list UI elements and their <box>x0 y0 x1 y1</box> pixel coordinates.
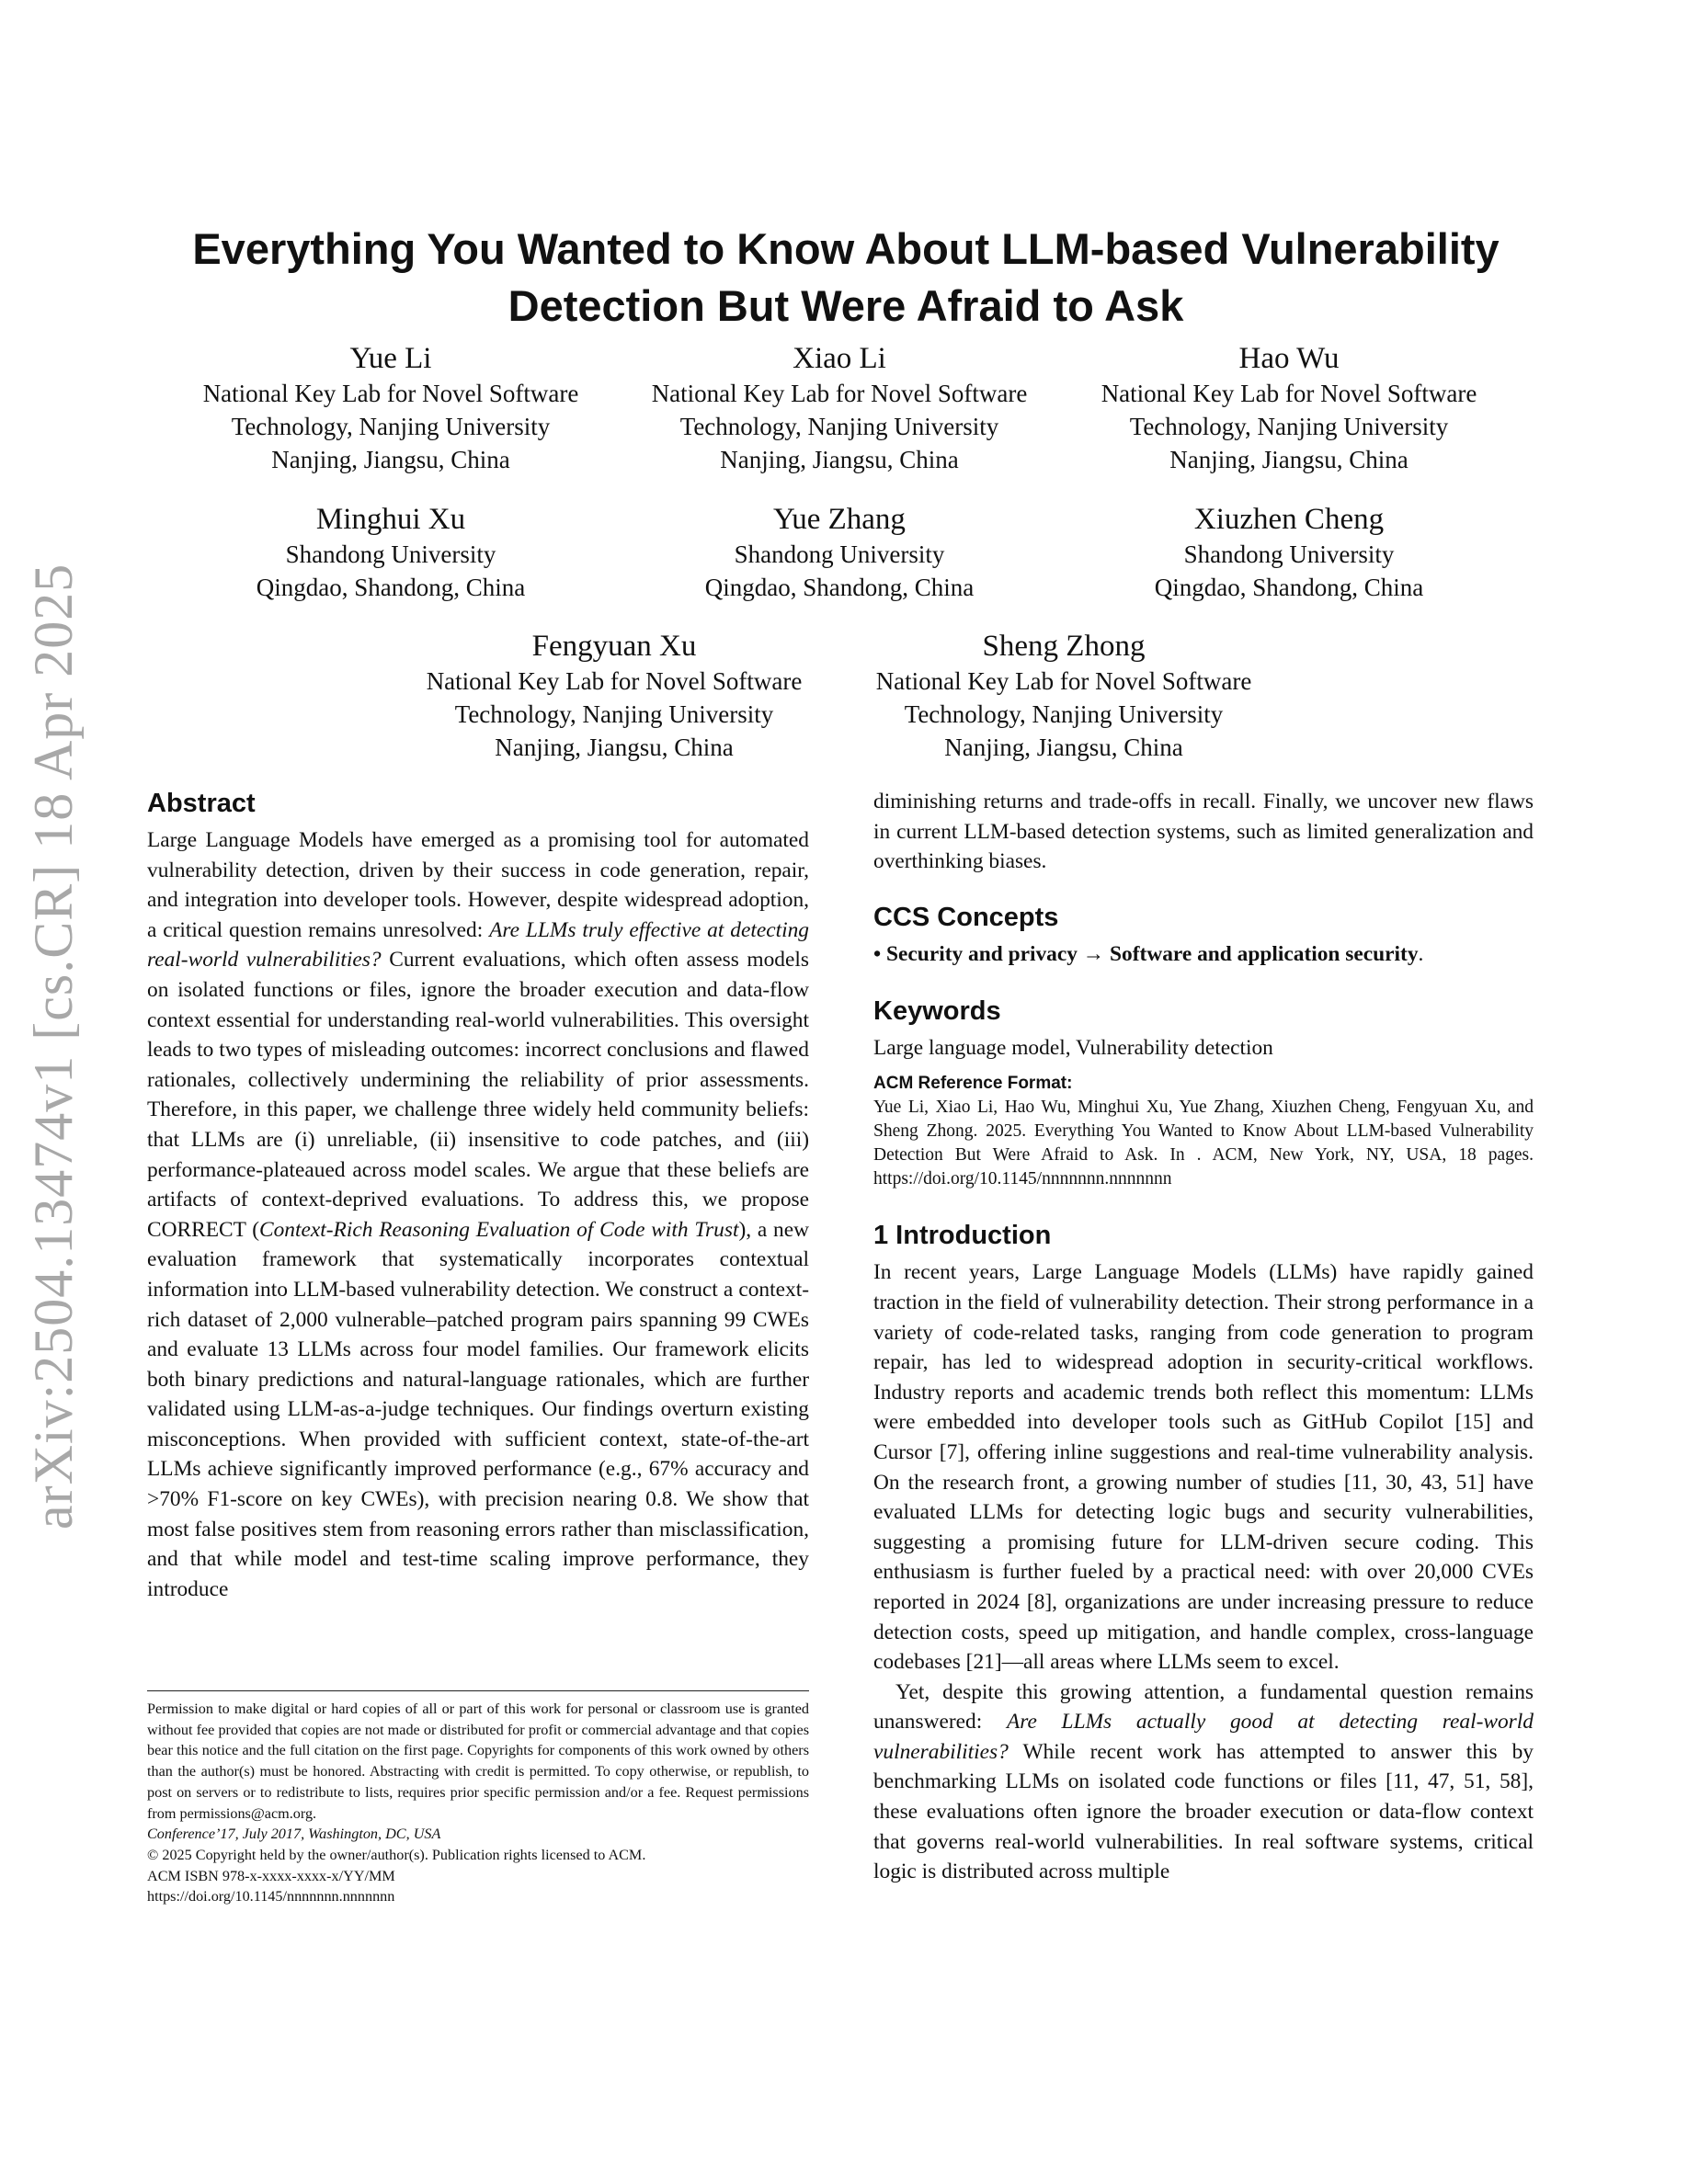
author-affiliation: National Key Lab for Novel Software <box>426 667 803 695</box>
author-block-2 <box>628 340 1051 476</box>
abstract-part: Current evaluations, which often assess models on isolated functions or files, ignore the broader execution and data-flow context essential for understanding real-world vulnerabilities. This oversight leads to two types of misleading outcomes: incorrect conclusions and flawed rationales, collectively undermining the reliability of prior assessments. Therefore, in this paper, we challenge three widely held community beliefs: that LLMs are (i) unreliable, (ii) insensitive to code patches, and (iii) performance-plateaued across model scales. We argue that these beliefs are artifacts of context-deprived evaluations. To address this, we propose CORRECT ( <box>147 948 809 1242</box>
correct-acronym-expansion: Context-Rich Reasoning Evaluation of Code with Trust <box>259 1217 739 1242</box>
copyright-line: © 2025 Copyright held by the owner/author(s). Publication rights licensed to ACM. <box>147 1846 646 1863</box>
author-affiliation: Nanjing, Jiangsu, China <box>271 446 510 473</box>
intro-part: While recent work has attempted to answer this by benchmarking LLMs on isolated code functions or files [11, 47, 51, 58], these evaluations often ignore the broader execution or data-flow context that governs real-world vulnerabilities. In real software systems, critical logic is distributed across multiple <box>873 1739 1534 1884</box>
author-block-6 <box>1078 501 1500 604</box>
abstract-part: ), a new evaluation framework that systematically incorporates contextual information into LLM-based vulnerability detection. We construct a context-rich dataset of 2,000 vulnerable–patched program pairs spanning 99 CWEs and evaluate 13 LLMs across four model families. Our framework elicits both binary predictions and natural-language rationales, which are further validated using LLM-as-a-judge techniques. Our findings overturn existing misconceptions. When provided with sufficient context, state-of-the-art LLMs achieve significantly improved performance (e.g., 67% accuracy and >70% F1-score on key CWEs), with precision nearing 0.8. We show that most false positives stem from reasoning errors rather than misclassification, and that while model and test-time scaling improve performance, they introduce <box>147 1217 809 1601</box>
abstract-text <box>147 825 809 1604</box>
author-name: Xiuzhen Cheng <box>1193 503 1385 536</box>
ccs-heading: CCS Concepts <box>873 902 1059 932</box>
author-affiliation: Technology, Nanjing University <box>231 413 551 440</box>
author-affiliation: Qingdao, Shandong, China <box>256 574 526 601</box>
title-line-2: Detection But Were Afraid to Ask <box>508 281 1184 330</box>
author-affiliation: Technology, Nanjing University <box>1129 413 1449 440</box>
abstract-part: Large Language Models have emerged as a promising tool for automated vulnerability detection, driven by their success in code generation, repair, and integration into developer tools. However, despite widespread adoption, a critical question remains unresolved: <box>147 828 809 942</box>
title-line-1: Everything You Wanted to Know About LLM-based Vulnerability <box>192 224 1500 273</box>
ccs-period: . <box>1418 941 1424 966</box>
author-affiliation: National Key Lab for Novel Software <box>1101 380 1477 407</box>
intro-question: Are LLMs actually good at detecting real-world vulnerabilities? <box>873 1710 1534 1764</box>
author-affiliation: Shandong University <box>734 540 945 568</box>
left-column <box>147 787 809 1604</box>
arxiv-identifier: arXiv:2504.13474v1 [cs.CR] 18 Apr 2025 <box>23 563 84 1530</box>
author-affiliation: Shandong University <box>1183 540 1395 568</box>
abstract-heading: Abstract <box>147 789 256 818</box>
author-block-3 <box>1078 340 1500 476</box>
author-affiliation: Technology, Nanjing University <box>454 700 774 728</box>
author-affiliation: Nanjing, Jiangsu, China <box>720 446 959 473</box>
author-affiliation: National Key Lab for Novel Software <box>875 667 1252 695</box>
ccs-text: • Security and privacy → Software and application security <box>873 941 1419 966</box>
conference-info: Conference’17, July 2017, Washington, DC, USA <box>147 1826 441 1843</box>
author-block-8 <box>852 628 1275 764</box>
author-affiliation: Nanjing, Jiangsu, China <box>495 734 734 761</box>
author-affiliation: Technology, Nanjing University <box>679 413 999 440</box>
author-name: Sheng Zhong <box>982 630 1146 663</box>
intro-part: Yet, despite this growing attention, a fundamental question remains unanswered: <box>873 1679 1534 1735</box>
acm-reference-text: Yue Li, Xiao Li, Hao Wu, Minghui Xu, Yue Zhang, Xiuzhen Cheng, Fengyuan Xu, and Sheng Zhong. 2025. Everything You Wanted to Know About LLM-based Vulnerability Detection But Were Afraid to Ask. In . ACM, New York, NY, USA, 18 pages. https://doi.org/10.1145/nnnnnnn.nnnnnnn <box>873 1098 1534 1189</box>
right-column <box>873 787 1534 1887</box>
permission-footnote <box>147 1699 809 1907</box>
author-affiliation: Nanjing, Jiangsu, China <box>944 734 1183 761</box>
author-name: Yue Li <box>349 342 432 375</box>
author-block-5 <box>628 501 1051 604</box>
intro-paragraph-2 <box>873 1678 1534 1887</box>
ccs-concepts <box>873 939 1534 969</box>
author-name: Hao Wu <box>1238 342 1340 375</box>
keywords-heading: Keywords <box>873 995 1001 1026</box>
author-affiliation: Technology, Nanjing University <box>904 700 1224 728</box>
author-affiliation: Shandong University <box>285 540 496 568</box>
introduction-heading: 1 Introduction <box>873 1221 1052 1251</box>
author-affiliation: Qingdao, Shandong, China <box>704 574 975 601</box>
permission-text: Permission to make digital or hard copies of all or part of this work for personal or classroom use is granted without fee provided that copies are not made or distributed for profit or commercial advantage and that copies bear this notice and the full citation on the first page. Copyrights for components of this work owned by others than the author(s) must be honored. Abstracting with credit is permitted. To copy otherwise, or republish, to post on servers or to redistribute to lists, requires prior specific permission and/or a fee. Request permissions from permissions@acm.org. <box>147 1701 809 1822</box>
paper-title <box>110 221 1581 335</box>
author-affiliation: Nanjing, Jiangsu, China <box>1169 446 1409 473</box>
author-block-1 <box>179 340 602 476</box>
author-affiliation: National Key Lab for Novel Software <box>202 380 579 407</box>
abstract-continued: diminishing returns and trade-offs in recall. Finally, we uncover new flaws in current LLM-based detection systems, such as limited generalization and overthinking biases. <box>873 790 1534 874</box>
keywords-text: Large language model, Vulnerability detection <box>873 1035 1273 1060</box>
author-affiliation: Qingdao, Shandong, China <box>1154 574 1424 601</box>
author-affiliation: National Key Lab for Novel Software <box>651 380 1028 407</box>
intro-paragraph-1: In recent years, Large Language Models (LLMs) have rapidly gained traction in the field of vulnerability detection. Their strong performance in a variety of code-related tasks, ranging from code generation to program repair, has led to widespread adoption in security-critical workflows. Industry reports and academic trends both reflect this momentum: LLMs were embedded into developer tools such as GitHub Copilot [15] and Cursor [7], offering inline suggestions and real-time vulnerability analysis. On the research front, a growing number of studies [11, 30, 43, 51] have evaluated LLMs for detecting logic bugs and security vulnerabilities, suggesting a promising future for LLM-driven secure coding. This enthusiasm is further fueled by a practical need: with over 20,000 CVEs reported in 2024 [8], organizations are under increasing pressure to reduce detection costs, speed up mitigation, and handle complex, cross-language codebases [21]—all areas where LLMs seem to excel. <box>873 1260 1534 1675</box>
author-block-4 <box>179 501 602 604</box>
author-name: Fengyuan Xu <box>531 630 697 663</box>
doi-line: https://doi.org/10.1145/nnnnnnn.nnnnnnn <box>147 1888 395 1905</box>
isbn-line: ACM ISBN 978-x-xxxx-xxxx-x/YY/MM <box>147 1867 395 1884</box>
author-name: Yue Zhang <box>773 503 906 536</box>
author-block-7 <box>403 628 826 764</box>
author-name: Xiao Li <box>793 342 886 375</box>
acm-reference-heading: ACM Reference Format: <box>873 1074 1073 1094</box>
abstract-question: Are LLMs truly effective at detecting real-world vulnerabilities? <box>147 917 809 973</box>
author-name: Minghui Xu <box>315 503 466 536</box>
footnote-divider <box>147 1690 809 1691</box>
